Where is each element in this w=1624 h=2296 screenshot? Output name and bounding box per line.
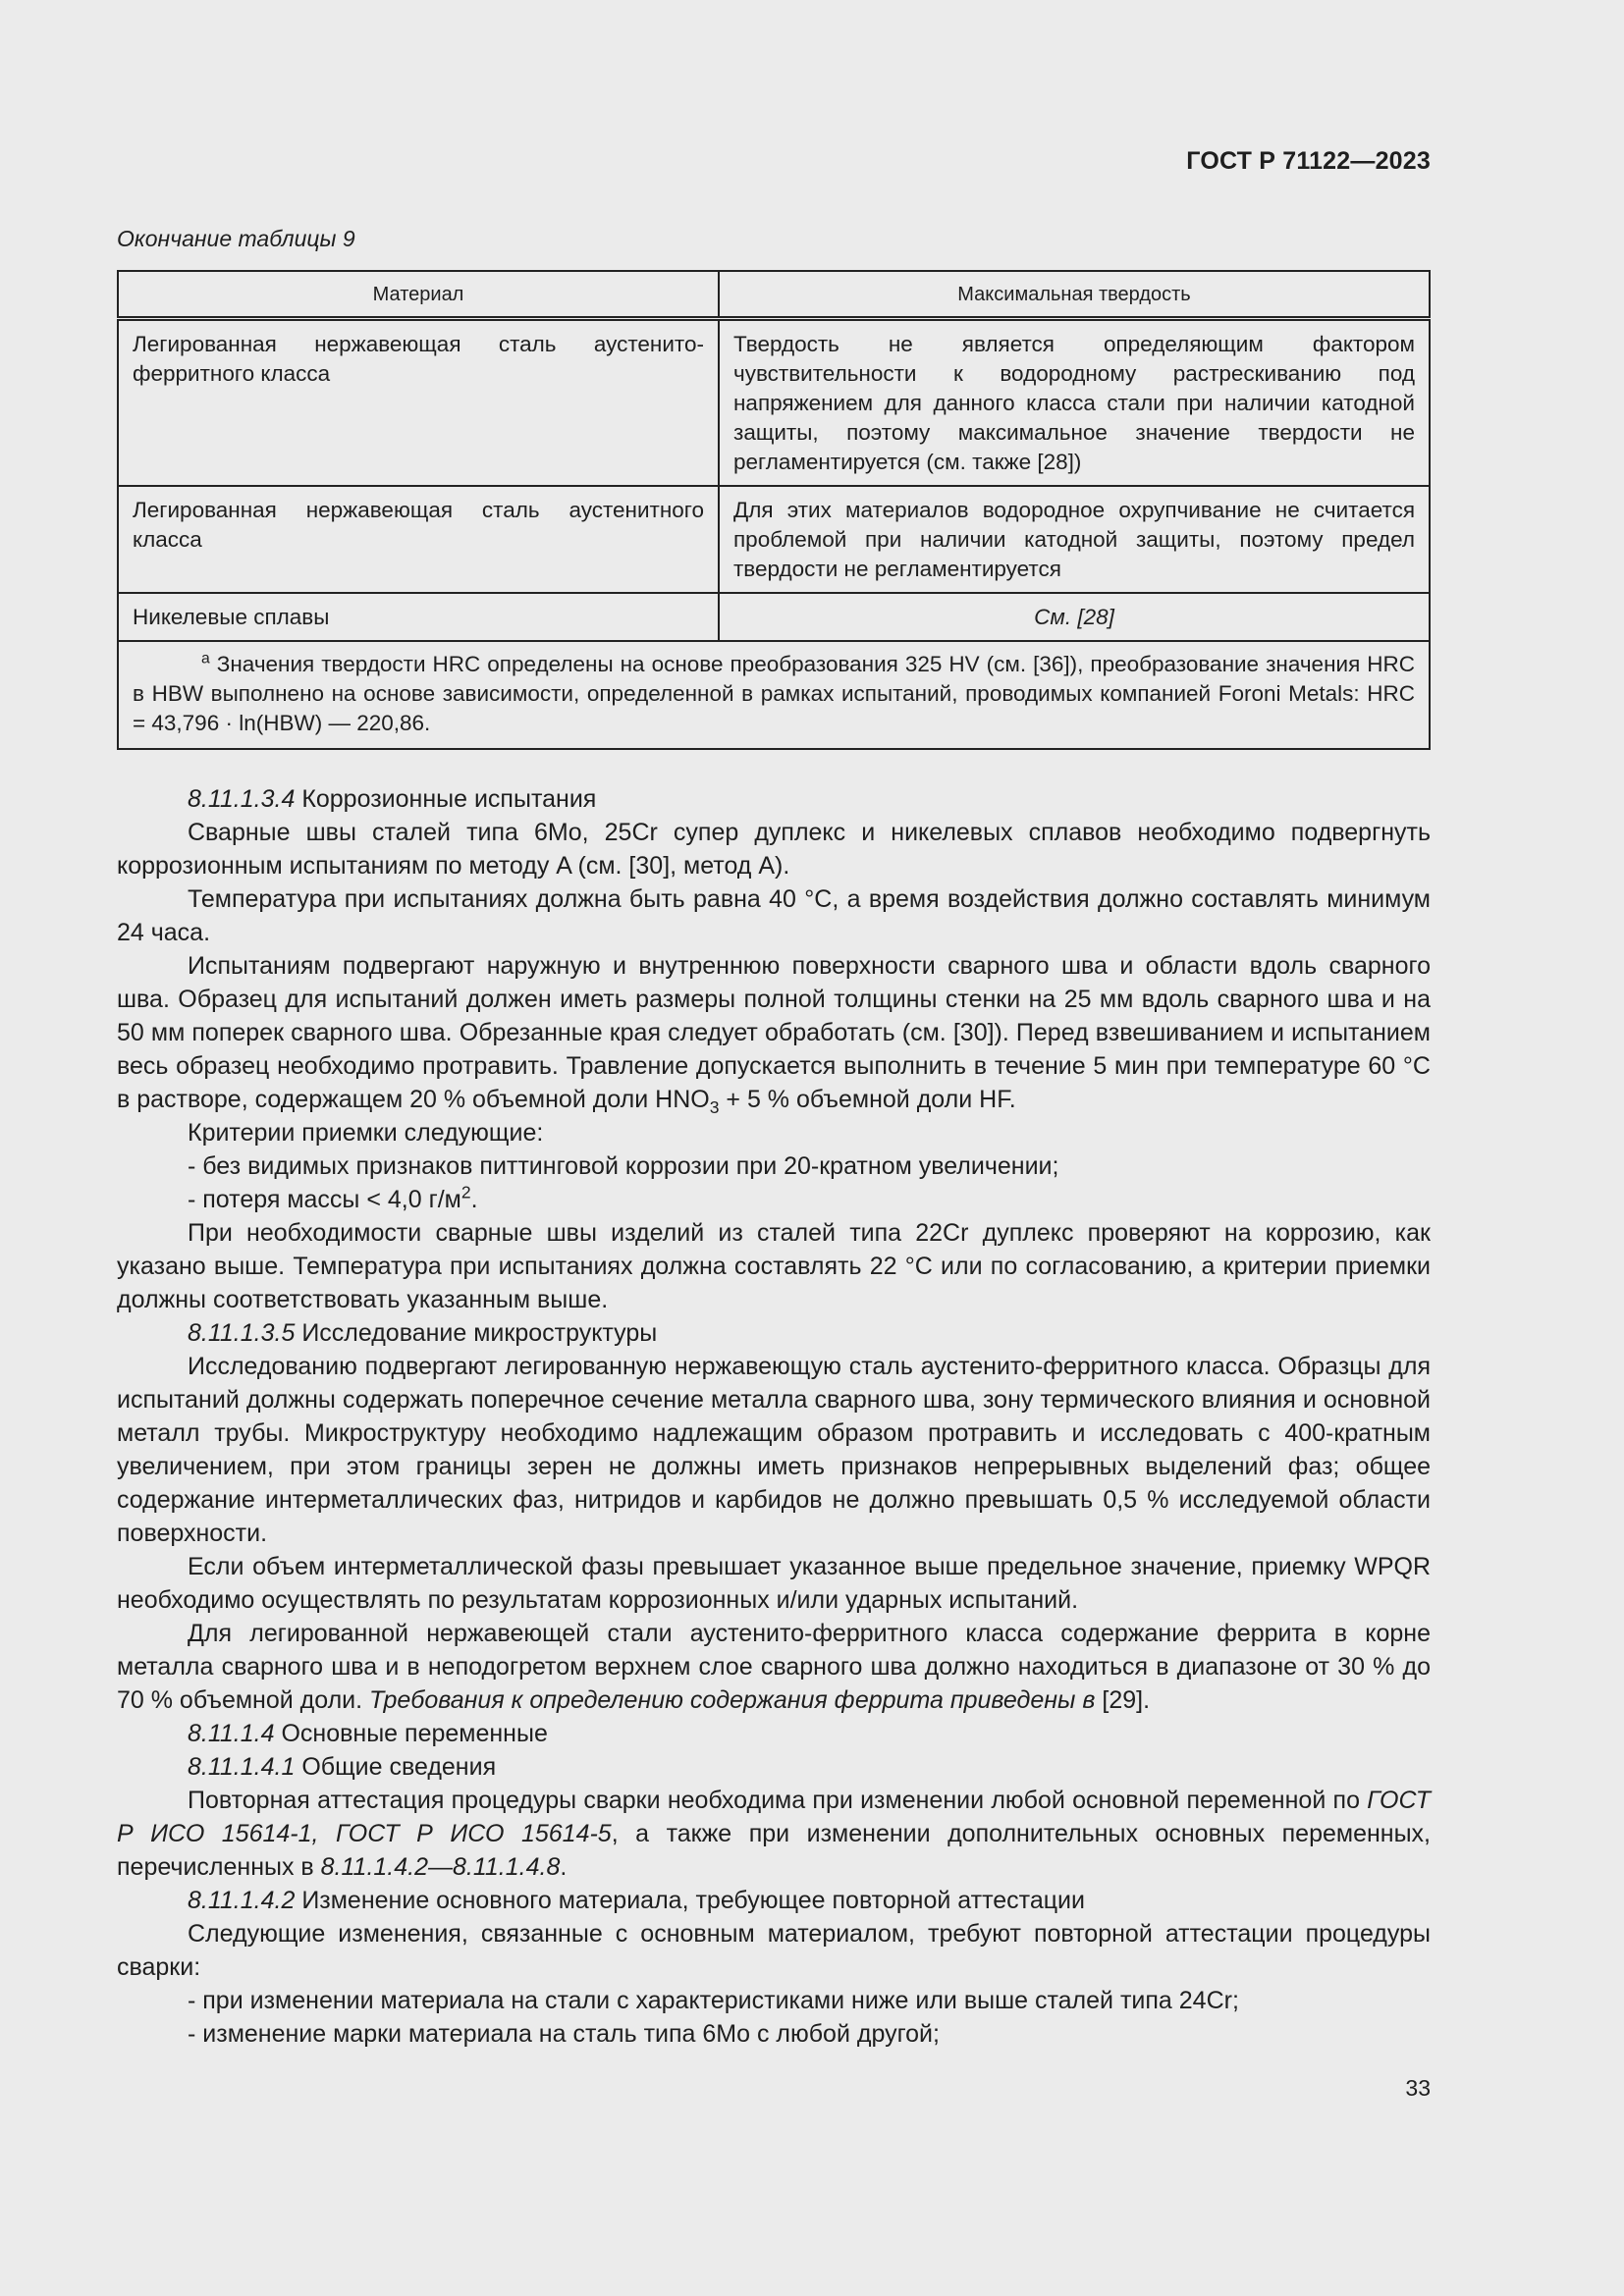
paragraph: Сварные швы сталей типа 6Mo, 25Cr супер дуплекс и никелевых сплавов необходимо подвергнуть коррозионным испытаниям по методу A (см. [30], метод A). [117,819,1431,880]
table-footnote-row [118,641,1430,749]
footnote-mark: a [201,650,210,667]
paragraph: Испытаниям подвергают наружную и внутреннюю поверхности сварного шва и области вдоль сварного шва. Образец для испытаний должен иметь размеры полной толщины стенки на 25 мм вдоль сварного шва и на 50 мм поперек сварного шва. Обрезанные края следует обработать (см. [30]). Перед взвешиванием и испытанием весь образец необходимо протравить. Травление допускается выполнить в течение 5 мин при температуре 60 °C в растворе, содержащем 20 % объемной доли $HNO_3 + 5$ % объемной доли HF. [117,952,1431,1117]
table-cell-hardness: Для этих материалов водородное охрупчивание не считается проблемой при наличии катодной защиты, поэтому предел твердости не регламентируется [719,486,1430,593]
column-header: Материал [118,271,719,319]
section-heading: 8.11.1.4 Основные переменные [188,1720,548,1747]
column-header: Максимальная твердость [719,271,1430,319]
paragraph: Повторная аттестация процедуры сварки необходима при изменении любой основной переменной по ГОСТ Р ИСО 15614-1, ГОСТ Р ИСО 15614-5, а также при изменении дополнительных основных переменных, перечисленных в 8.11.1.4.2—8.11.1.4.8. [117,1787,1431,1881]
table-caption: Окончание таблицы 9 [117,226,355,251]
paragraph: Если объем интерметаллической фазы превышает указанное выше предельное значение, приемку WPQR необходимо осуществлять по результатам коррозионных и/или ударных испытаний. [117,1553,1431,1614]
paragraph: При необходимости сварные швы изделий из сталей типа 22Cr дуплекс проверяют на коррозию, как указано выше. Температура при испытаниях должна составлять 22 °C или по согласованию, а критерии приемки должны соответствовать указанным выше. [117,1219,1431,1313]
paragraph: Следующие изменения, связанные с основным материалом, требуют повторной аттестации процедуры сварки: [117,1920,1431,1981]
section-heading: 8.11.1.3.4 Коррозионные испытания [188,785,597,813]
section-heading: 8.11.1.3.5 Исследование микроструктуры [188,1319,658,1347]
table-cell-hardness: См. [28] [719,593,1430,641]
table-cell-material: Легированная нержавеющая сталь аустенитного класса [118,486,719,593]
list-item: - потеря массы < 4,0 $г/м^2$. [188,1182,478,1213]
section-heading: 8.11.1.4.2 Изменение основного материала, требующее повторной аттестации [188,1887,1085,1914]
table-row [118,319,1430,487]
section-heading: 8.11.1.4.1 Общие сведения [188,1753,497,1781]
footnote-text: Значения твердости HRC определены на основе преобразования 325 HV (см. [36]), преобразование значения HRC в HBW выполнено на основе зависимости, определенной в рамках испытаний, проводимых компанией Foroni Metals: HRC = 43,796 · ln(HBW) — 220,86. [133,652,1415,735]
list-item: - без видимых признаков питтинговой коррозии при 20-кратном увеличении; [188,1152,1059,1180]
table-row [118,593,1430,641]
paragraph: Температура при испытаниях должна быть равна 40 °C, а время воздействия должно составлять минимум 24 часа. [117,885,1431,946]
paragraph: Критерии приемки следующие: [188,1119,544,1147]
table-cell-material: Никелевые сплавы [118,593,719,641]
document-header: ГОСТ Р 71122—2023 [1186,147,1431,175]
page-number: 33 [1405,2075,1431,2101]
table-footnote [118,641,1430,749]
body-text [117,782,1431,2051]
table-header-row [118,271,1430,319]
list-item: - изменение марки материала на сталь типа 6Mo с любой другой; [188,2020,940,2048]
paragraph: Исследованию подвергают легированную нержавеющую сталь аустенито-ферритного класса. Образцы для испытаний должны содержать поперечное сечение металла сварного шва, зону термического влияния и основной металл трубы. Микроструктуру необходимо надлежащим образом протравить и исследовать с 400-кратным увеличением, при этом границы зерен не должны иметь признаков непрерывных выделений фаз; общее содержание интерметаллических фаз, нитридов и карбидов не должно превышать 0,5 % исследуемой области поверхности. [117,1353,1431,1547]
hardness-table [117,270,1431,750]
table-cell-hardness: Твердость не является определяющим фактором чувствительности к водородному растрескиванию под напряжением для данного класса стали при наличии катодной защиты, поэтому максимальное значение твердости не регламентируется (см. также [28]) [719,319,1430,487]
list-item: - при изменении материала на стали с характеристиками ниже или выше сталей типа 24Cr; [188,1987,1239,2014]
table-row [118,486,1430,593]
table-cell-material: Легированная нержавеющая сталь аустенито-ферритного класса [118,319,719,487]
paragraph: Для легированной нержавеющей стали аустенито-ферритного класса содержание феррита в корне металла сварного шва и в неподогретом верхнем слое сварного шва должно находиться в диапазоне от 30 % до 70 % объемной доли. Требования к определению содержания феррита приведены в [29]. [117,1620,1431,1714]
